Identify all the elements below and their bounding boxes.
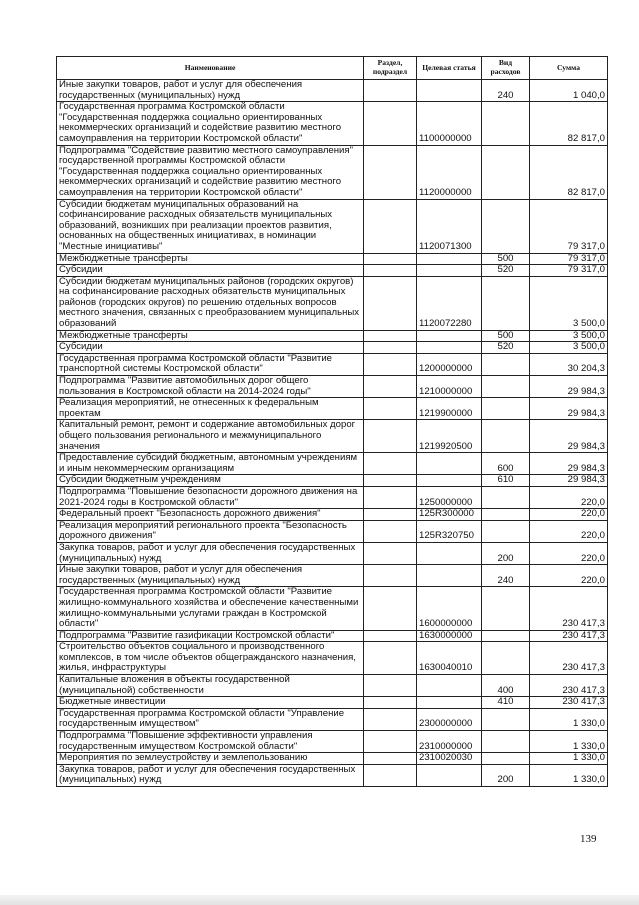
cell-sum: 1 330,0 [530, 753, 608, 765]
header-name: Наименование [57, 57, 364, 80]
cell-target [417, 342, 482, 354]
cell-vid [482, 708, 530, 730]
cell-target: 1200000000 [417, 353, 482, 375]
cell-name: Подпрограмма "Повышение безопасности дорожного движения на 2021-2024 годы в Костромской области" [57, 486, 364, 508]
cell-vid: 240 [482, 80, 530, 102]
cell-sum: 220,0 [530, 509, 608, 521]
cell-name: Государственная программа Костромской области "Управление государственным имуществом" [57, 708, 364, 730]
cell-razdel [364, 342, 417, 354]
cell-name: Государственная программа Костромской области "Развитие транспортной системы Костромской области" [57, 353, 364, 375]
cell-target [417, 475, 482, 487]
cell-razdel [364, 398, 417, 420]
cell-target: 125R300000 [417, 509, 482, 521]
cell-razdel [364, 509, 417, 521]
table-row [57, 199, 608, 253]
table-row [57, 253, 608, 265]
cell-vid: 500 [482, 253, 530, 265]
cell-target: 1219900000 [417, 398, 482, 420]
cell-target [417, 675, 482, 697]
cell-name: Федеральный проект "Безопасность дорожного движения" [57, 509, 364, 521]
cell-name: Подпрограмма "Развитие газификации Костромской области" [57, 630, 364, 642]
table-row [57, 731, 608, 753]
cell-sum: 230 417,3 [530, 587, 608, 630]
cell-name: Субсидии бюджетным учреждениям [57, 475, 364, 487]
cell-target: 2310020030 [417, 753, 482, 765]
cell-name: Государственная программа Костромской области "Государственная поддержка социально ориентированных некоммерческих организаций и содействие развитию местного самоуправления на территории Костромской области" [57, 102, 364, 145]
cell-sum: 29 984,3 [530, 420, 608, 453]
cell-razdel [364, 420, 417, 453]
cell-sum: 230 417,3 [530, 697, 608, 709]
budget-table [56, 56, 608, 787]
cell-vid [482, 731, 530, 753]
cell-razdel [364, 145, 417, 199]
cell-name: Бюджетные инвестиции [57, 697, 364, 709]
cell-name: Мероприятия по землеустройству и землепользованию [57, 753, 364, 765]
cell-vid [482, 420, 530, 453]
cell-target [417, 330, 482, 342]
cell-vid [482, 587, 530, 630]
cell-sum: 1 330,0 [530, 764, 608, 786]
table-row [57, 675, 608, 697]
cell-vid: 600 [482, 453, 530, 475]
cell-target: 125R320750 [417, 520, 482, 542]
cell-sum: 29 984,3 [530, 475, 608, 487]
table-row [57, 753, 608, 765]
cell-razdel [364, 80, 417, 102]
cell-vid [482, 376, 530, 398]
cell-razdel [364, 353, 417, 375]
cell-target [417, 453, 482, 475]
page-bottom-edge [0, 895, 639, 905]
cell-razdel [364, 542, 417, 564]
cell-razdel [364, 453, 417, 475]
cell-vid [482, 630, 530, 642]
cell-razdel [364, 753, 417, 765]
page-number: 139 [580, 833, 597, 845]
cell-vid: 400 [482, 675, 530, 697]
table-row [57, 420, 608, 453]
table-row [57, 542, 608, 564]
cell-vid: 520 [482, 265, 530, 277]
cell-sum: 82 817,0 [530, 102, 608, 145]
table-row [57, 630, 608, 642]
cell-name: Строительство объектов социального и производственного комплексов, в том числе объектов общегражданского назначения, жилья, инфраструктуры [57, 642, 364, 675]
cell-vid: 240 [482, 565, 530, 587]
cell-name: Реализация мероприятий регионального проекта "Безопасность дорожного движения" [57, 520, 364, 542]
table-row [57, 265, 608, 277]
table-row [57, 80, 608, 102]
cell-vid [482, 486, 530, 508]
cell-razdel [364, 475, 417, 487]
table-row [57, 145, 608, 199]
table-row [57, 565, 608, 587]
cell-vid [482, 199, 530, 253]
cell-vid [482, 102, 530, 145]
cell-target [417, 697, 482, 709]
cell-sum: 1 040,0 [530, 80, 608, 102]
table-row [57, 642, 608, 675]
cell-sum: 220,0 [530, 542, 608, 564]
cell-razdel [364, 697, 417, 709]
cell-sum: 82 817,0 [530, 145, 608, 199]
cell-sum: 1 330,0 [530, 708, 608, 730]
cell-vid [482, 398, 530, 420]
cell-name: Подпрограмма "Повышение эффективности управления государственным имуществом Костромской области" [57, 731, 364, 753]
cell-sum: 30 204,3 [530, 353, 608, 375]
cell-vid [482, 145, 530, 199]
cell-razdel [364, 675, 417, 697]
cell-vid [482, 509, 530, 521]
table-row [57, 475, 608, 487]
cell-razdel [364, 253, 417, 265]
cell-razdel [364, 102, 417, 145]
cell-name: Капитальные вложения в объекты государственной (муниципальной) собственности [57, 675, 364, 697]
cell-razdel [364, 276, 417, 330]
cell-name: Межбюджетные трансферты [57, 253, 364, 265]
cell-name: Межбюджетные трансферты [57, 330, 364, 342]
cell-name: Субсидии бюджетам муниципальных районов (городских округов) на софинансирование расходных обязательств муниципальных районов (городских округов) по решению отдельных вопросов местного значения, связанных с преобразованием муниципальных образований [57, 276, 364, 330]
cell-vid: 200 [482, 764, 530, 786]
cell-sum: 3 500,0 [530, 342, 608, 354]
cell-name: Закупка товаров, работ и услуг для обеспечения государственных (муниципальных) нужд [57, 764, 364, 786]
cell-name: Иные закупки товаров, работ и услуг для обеспечения государственных (муниципальных) нужд [57, 80, 364, 102]
cell-name: Подпрограмма "Содействие развитию местного самоуправления" государственной программы Костромской области "Государственная поддержка социально ориентированных некоммерческих организаций и содействие развитию местного самоуправления на территории Костромской области" [57, 145, 364, 199]
cell-target: 1630040010 [417, 642, 482, 675]
cell-vid: 520 [482, 342, 530, 354]
cell-target [417, 253, 482, 265]
cell-vid [482, 642, 530, 675]
cell-razdel [364, 199, 417, 253]
cell-name: Субсидии бюджетам муниципальных образований на софинансирование расходных обязательств муниципальных образований, возникших при реализации проектов развития, основанных на общественных инициативах, в номинации "Местные инициативы" [57, 199, 364, 253]
table-row [57, 520, 608, 542]
cell-razdel [364, 642, 417, 675]
cell-razdel [364, 520, 417, 542]
table-row [57, 453, 608, 475]
cell-razdel [364, 486, 417, 508]
cell-sum: 79 317,0 [530, 253, 608, 265]
cell-name: Закупка товаров, работ и услуг для обеспечения государственных (муниципальных) нужд [57, 542, 364, 564]
cell-vid: 200 [482, 542, 530, 564]
cell-razdel [364, 265, 417, 277]
cell-target [417, 542, 482, 564]
table-row [57, 509, 608, 521]
cell-vid [482, 353, 530, 375]
cell-name: Реализация мероприятий, не отнесенных к федеральным проектам [57, 398, 364, 420]
cell-sum: 3 500,0 [530, 330, 608, 342]
header-vid: Вид расходов [482, 57, 530, 80]
table-row [57, 330, 608, 342]
cell-target: 1120072280 [417, 276, 482, 330]
cell-target: 1120000000 [417, 145, 482, 199]
table-row [57, 353, 608, 375]
cell-target: 1630000000 [417, 630, 482, 642]
table-row [57, 697, 608, 709]
cell-vid [482, 753, 530, 765]
cell-vid [482, 520, 530, 542]
cell-name: Субсидии [57, 342, 364, 354]
cell-sum: 3 500,0 [530, 276, 608, 330]
cell-sum: 29 984,3 [530, 453, 608, 475]
cell-sum: 230 417,3 [530, 642, 608, 675]
cell-target [417, 265, 482, 277]
cell-sum: 220,0 [530, 486, 608, 508]
cell-razdel [364, 708, 417, 730]
cell-sum: 79 317,0 [530, 199, 608, 253]
cell-vid: 610 [482, 475, 530, 487]
cell-name: Капитальный ремонт, ремонт и содержание автомобильных дорог общего пользования регионального и межмуниципального значения [57, 420, 364, 453]
cell-razdel [364, 764, 417, 786]
cell-name: Подпрограмма "Развитие автомобильных дорог общего пользования в Костромской области на 2014-2024 годы" [57, 376, 364, 398]
header-row [57, 57, 608, 80]
cell-target: 1120071300 [417, 199, 482, 253]
table-row [57, 764, 608, 786]
table-row [57, 486, 608, 508]
cell-vid: 500 [482, 330, 530, 342]
cell-name: Иные закупки товаров, работ и услуг для обеспечения государственных (муниципальных) нужд [57, 565, 364, 587]
cell-target [417, 80, 482, 102]
cell-razdel [364, 731, 417, 753]
cell-sum: 79 317,0 [530, 265, 608, 277]
table-row [57, 342, 608, 354]
cell-razdel [364, 376, 417, 398]
cell-sum: 230 417,3 [530, 630, 608, 642]
cell-razdel [364, 330, 417, 342]
cell-target: 1600000000 [417, 587, 482, 630]
cell-target: 2310000000 [417, 731, 482, 753]
cell-target: 1210000000 [417, 376, 482, 398]
cell-target: 2300000000 [417, 708, 482, 730]
table-header [57, 57, 608, 80]
cell-target [417, 565, 482, 587]
header-target: Целевая статья [417, 57, 482, 80]
cell-target: 1219920500 [417, 420, 482, 453]
cell-sum: 29 984,3 [530, 398, 608, 420]
cell-razdel [364, 630, 417, 642]
cell-sum: 1 330,0 [530, 731, 608, 753]
header-razdel: Раздел, подраздел [364, 57, 417, 80]
header-sum: Сумма [530, 57, 608, 80]
cell-sum: 230 417,3 [530, 675, 608, 697]
cell-vid [482, 276, 530, 330]
cell-razdel [364, 587, 417, 630]
table-row [57, 102, 608, 145]
table-row [57, 587, 608, 630]
cell-sum: 220,0 [530, 565, 608, 587]
table-body [57, 80, 608, 787]
table-row [57, 398, 608, 420]
cell-sum: 29 984,3 [530, 376, 608, 398]
cell-target: 1250000000 [417, 486, 482, 508]
cell-name: Государственная программа Костромской области "Развитие жилищно-коммунального хозяйства и обеспечение качественными жилищно-коммунальными услугами граждан в Костромской области" [57, 587, 364, 630]
cell-target: 1100000000 [417, 102, 482, 145]
table-row [57, 276, 608, 330]
table-row [57, 708, 608, 730]
cell-sum: 220,0 [530, 520, 608, 542]
table-row [57, 376, 608, 398]
cell-razdel [364, 565, 417, 587]
cell-vid: 410 [482, 697, 530, 709]
cell-name: Предоставление субсидий бюджетным, автономным учреждениям и иным некоммерческим организациям [57, 453, 364, 475]
cell-name: Субсидии [57, 265, 364, 277]
cell-target [417, 764, 482, 786]
